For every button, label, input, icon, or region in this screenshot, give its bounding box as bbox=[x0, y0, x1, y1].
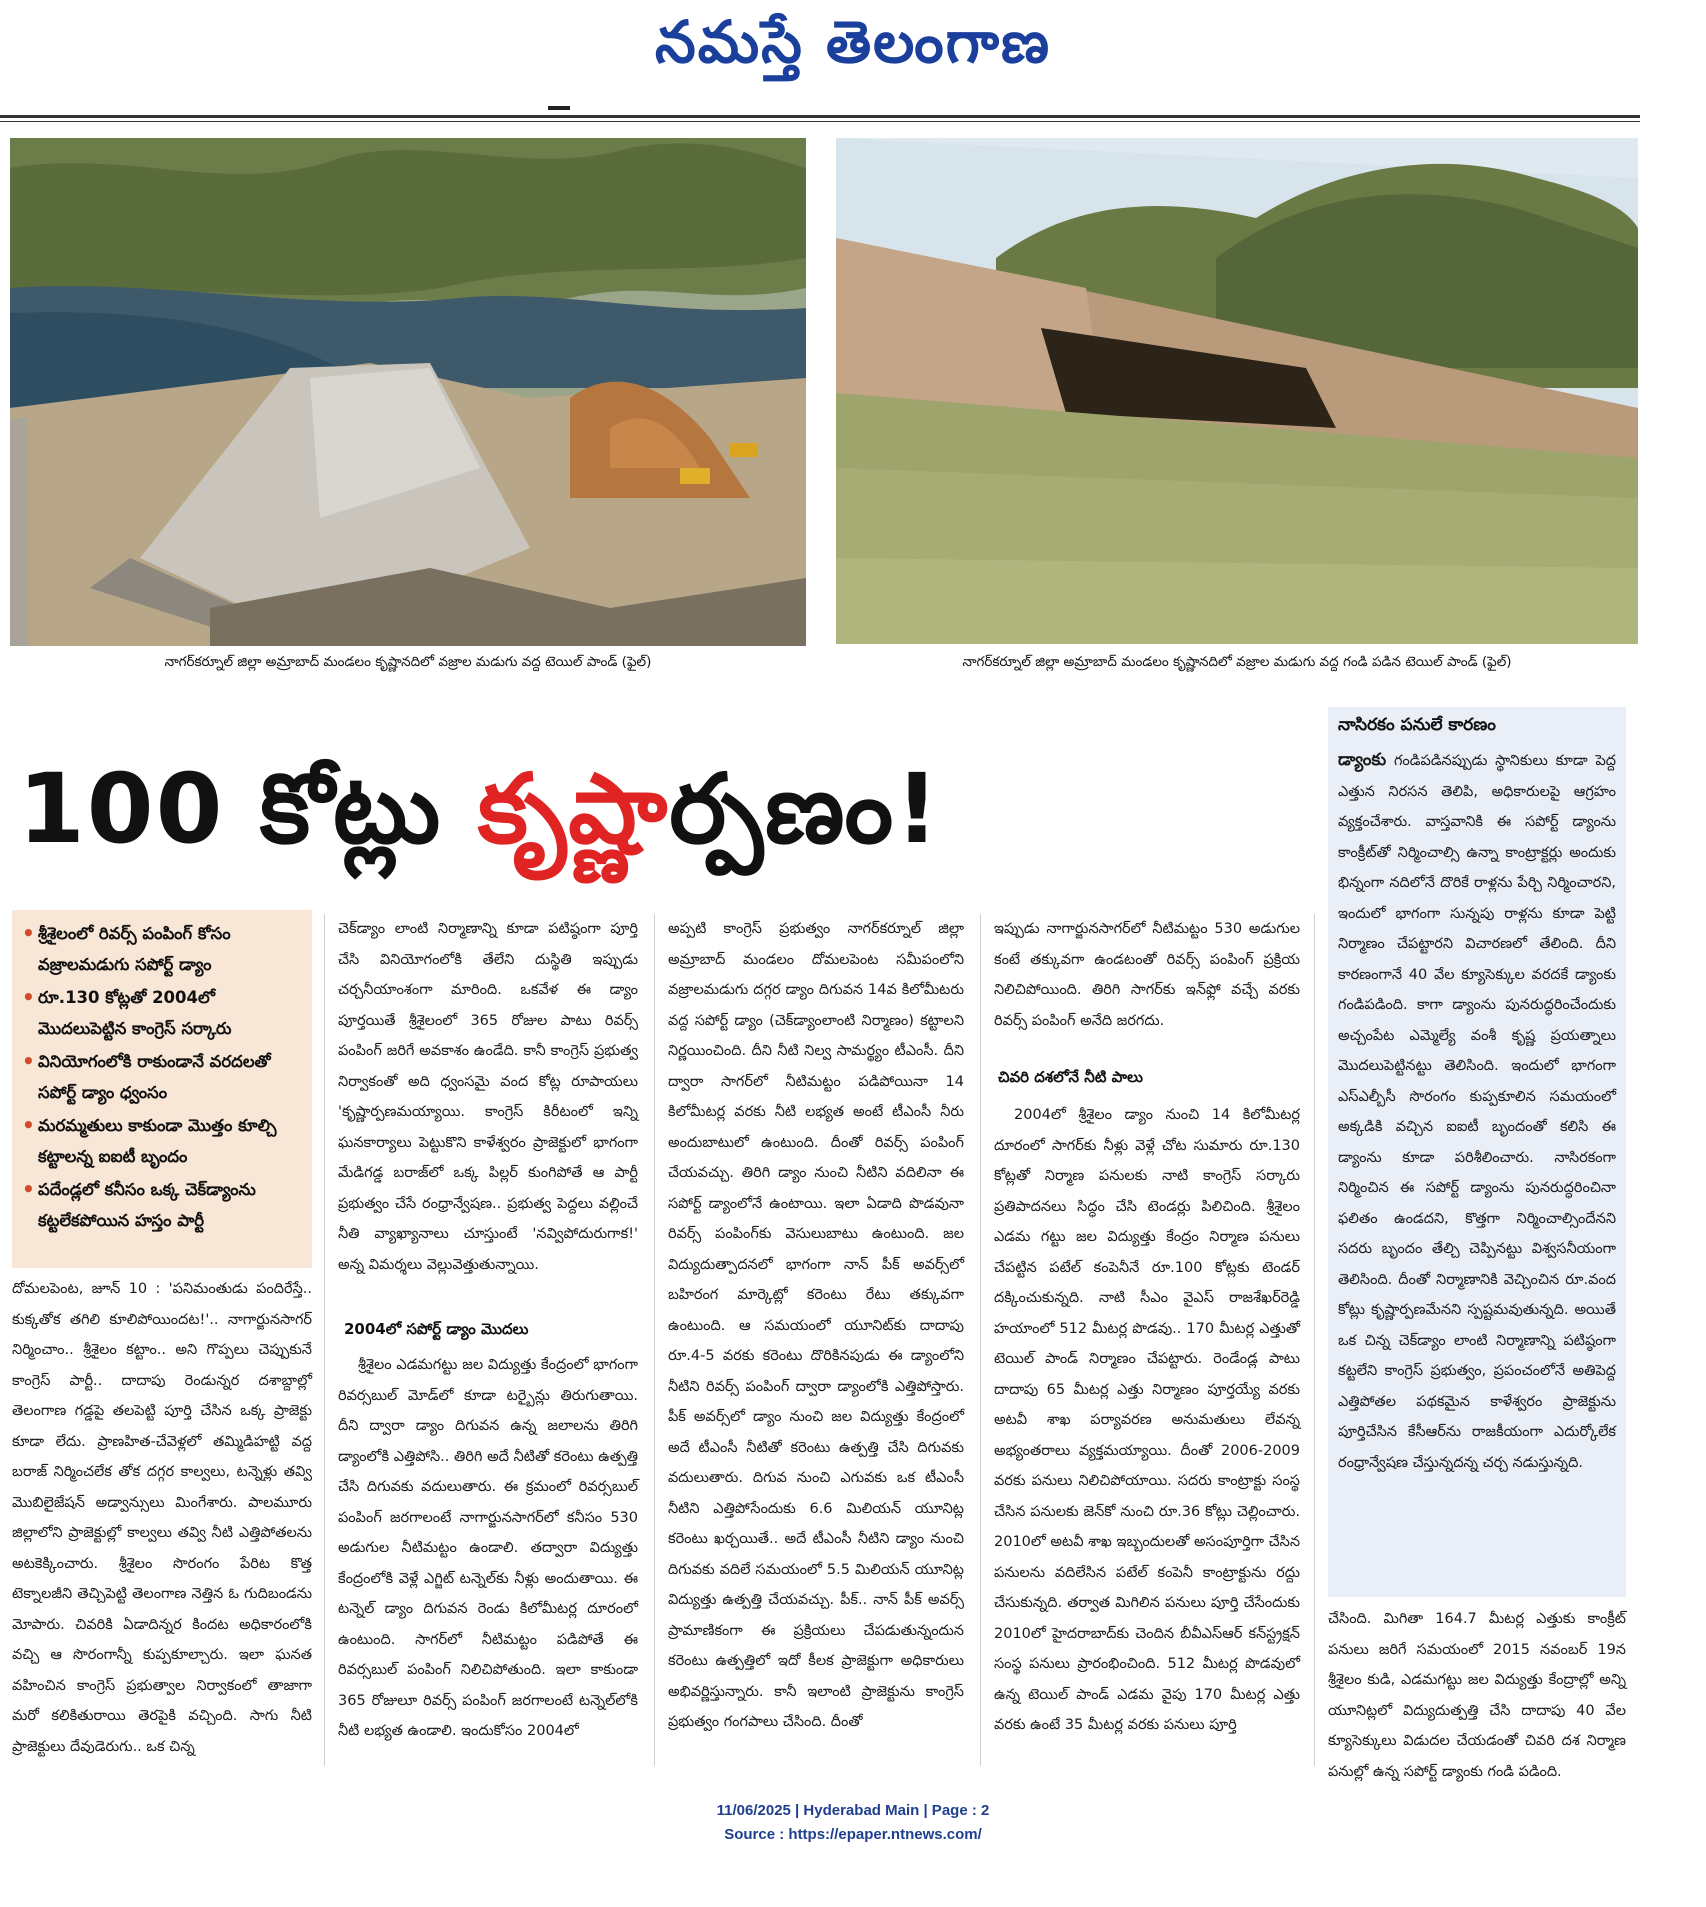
masthead-dash bbox=[548, 106, 570, 110]
masthead-rule bbox=[0, 115, 1640, 118]
masthead-rule-thin bbox=[0, 121, 1640, 122]
column-divider bbox=[324, 914, 325, 1766]
sidebar-title: నాసిరకం పనులే కారణం bbox=[1338, 715, 1496, 735]
article-column-3 bbox=[668, 914, 964, 1766]
column-divider bbox=[654, 914, 655, 1766]
footer-source: Source : https://epaper.ntnews.com/ bbox=[724, 1826, 982, 1843]
photo-tail-pond-construction bbox=[10, 138, 806, 646]
newspaper-title: నమస్తే తెలంగాణ bbox=[655, 8, 1051, 76]
article-paragraph: దోమలపెంట, జూన్ 10 : 'పనిమంతుడు పందిరేస్తే.. కుక్కతోక తగిలి కూలిపోయిందట!'.. నాగార్జునసాగర్ నిర్మించాం.. శ్రీశైలం కట్టాం.. అని గొప్పలు చెప్పుకునే కాంగ్రెస్ పార్టీ.. దాదాపు రెండున్నర దశాబ్దాల్లో తెలంగాణ గడ్డపై తలపెట్టి పూర్తి చేసిన ఒక్క ప్రాజెక్టు కూడా లేదు. ప్రాణహిత-చేవెళ్లలో తమ్మిడిహట్టి వద్ద బరాజ్ నిర్మించలేక తోక దగ్గర కాల్వలు, టన్నెళ్లు తవ్వి మొబిలైజేషన్ అడ్వాన్సులు మింగేశారు. పాలమూరు జిల్లాలోని ప్రాజెక్టుల్లో కాల్వలు తవ్వి నీటి ఎత్తిపోతలను అటకెక్కించారు. శ్రీశైలం సొరంగం పేరిట కొత్త టెక్నాలజీని తెచ్చిపెట్టి తెలంగాణ నెత్తిన ఓ గుదిబండను మోపారు. చివరికి ఏడాదిన్నర కిందట అధికారంలోకి వచ్చి ఆ సొరంగాన్నీ కుప్పకూల్చారు. ఇలా ఘనత వహించిన కాంగ్రెస్ ప్రభుత్వాల నిర్వాకంలో తాజాగా మరో కలికితురాయి తెరపైకి వచ్చింది. సాగు నీటి ప్రాజెక్టులు దేవుడెరుగు.. ఒక చిన్న bbox=[12, 1281, 312, 1755]
photo-breached-tail-pond bbox=[836, 138, 1638, 644]
article-column-1 bbox=[12, 1274, 312, 1766]
column-divider bbox=[980, 914, 981, 1766]
sidebar-text bbox=[1338, 745, 1616, 1478]
article-paragraph: ఇప్పుడు నాగార్జునసాగర్‌లో నీటిమట్టం 530 అడుగుల కంటే తక్కువగా ఉండటంతో రివర్స్ పంపింగ్ ప్రక్రియ నిలిచిపోయింది. తిరిగి సాగర్‌కు ఇన్‌ఫ్లో వచ్చే వరకు రివర్స్ పంపింగ్ అనేది జరగదు. bbox=[994, 921, 1300, 1029]
highlight-item: • పదేండ్లలో కనీసం ఒక్క చెక్‌డ్యాంను కట్టలేకపోయిన హస్తం పార్టీ bbox=[22, 1174, 306, 1236]
masthead bbox=[0, 0, 1706, 120]
sidebar-lead: డ్యాంకు bbox=[1338, 750, 1387, 770]
headline-part2: కృష్ణా bbox=[477, 753, 670, 865]
footer-date-edition: 11/06/2025 | Hyderabad Main | Page : 2 bbox=[716, 1802, 990, 1819]
article-column-5 bbox=[1328, 1604, 1626, 1780]
article-paragraph: శ్రీశైలం ఎడమగట్టు జల విద్యుత్తు కేంద్రంలో భాగంగా రివర్సబుల్ మోడ్‌లో కూడా టర్బైన్లు తిరుగుతాయి. దీని ద్వారా డ్యాం దిగువన ఉన్న జలాలను తిరిగి డ్యాంలోకి ఎత్తిపోసి.. తిరిగి అదే నీటితో కరెంటు ఉత్పత్తి చేసి దిగువకు వదులుతారు. ఈ క్రమంలో రివర్సబుల్ పంపింగ్ జరగాలంటే నాగార్జునసాగర్‌లో కనీసం 530 అడుగుల నీటిమట్టం ఉండాలి. తద్వారా విద్యుత్తు కేంద్రంలోకి వెళ్లే ఎగ్జిట్ టన్నెల్‌కు నీళ్లు అందుతాయి. ఈ టన్నెల్ డ్యాం దిగువన రెండు కిలోమీటర్ల దూరంలో ఉంటుంది. సాగర్‌లో నీటిమట్టం పడిపోతే ఈ రివర్సబుల్ పంపింగ్ నిలిచిపోతుంది. ఇలా కాకుండా 365 రోజులూ రివర్స్ పంపింగ్ జరగాలంటే టన్నెల్‌లోకి నీటి లభ్యత ఉండాలి. ఇందుకోసం 2004లో bbox=[338, 1357, 638, 1739]
subheading-2004: 2004లో సపోర్ట్ డ్యాం మొదలు bbox=[344, 1320, 529, 1338]
column-divider bbox=[1314, 914, 1315, 1766]
article-paragraph: చెక్‌డ్యాం లాంటి నిర్మాణాన్ని కూడా పటిష్ఠంగా పూర్తి చేసి వినియోగంలోకి తేలేని దుస్థితి ఇప్పుడు చర్చనీయాంశంగా మారింది. ఒకవేళ ఈ డ్యాం పూర్తయితే శ్రీశైలంలో 365 రోజుల పాటు రివర్స్ పంపింగ్ జరిగే అవకాశం ఉండేది. కానీ కాంగ్రెస్ ప్రభుత్వ నిర్వాకంతో అది ధ్వంసమై వంద కోట్ల రూపాయలు 'కృష్ణార్పణమయ్యాయి. కాంగ్రెస్ కిరీటంలో ఇన్ని ఘనకార్యాలు పెట్టుకొని కాళేశ్వరం ప్రాజెక్టులో భాగంగా మేడిగడ్డ బరాజ్‌లో ఒక్క పిల్లర్ కుంగిపోతే ఆ పార్టీ ప్రభుత్వం చేసే రంధ్రాన్వేషణ.. ప్రభుత్వ పెద్దలు వల్లించే నీతి వ్యాఖ్యానాలు చూస్తుంటే 'నవ్విపోదురుగాక!' అన్న విమర్శలు వెల్లువెత్తుతున్నాయి. bbox=[338, 921, 638, 1273]
sidebar-box bbox=[1328, 707, 1626, 1597]
highlight-item: • శ్రీశైలంలో రివర్స్ పంపింగ్ కోసం వజ్రాలమడుగు సపోర్ట్ డ్యాం bbox=[22, 918, 306, 980]
article-column-2b bbox=[338, 1350, 638, 1766]
highlights-box bbox=[12, 910, 312, 1268]
highlight-item: • వినియోగంలోకి రాకుండానే వరదలతో సపోర్ట్ డ్యాం ధ్వంసం bbox=[22, 1046, 306, 1108]
article-paragraph: అప్పటి కాంగ్రెస్ ప్రభుత్వం నాగర్‌కర్నూల్ జిల్లా అమ్రాబాద్ మండలం దోమలపెంట సమీపంలోని వజ్రాలమడుగు దగ్గర డ్యాం దిగువన 14వ కిలోమీటరు వద్ద సపోర్ట్ డ్యాం (చెక్‌డ్యాంలాంటి నిర్మాణం) కట్టాలని నిర్ణయించింది. దీని నీటి నిల్వ సామర్థ్యం టీఎంసీ. దీని ద్వారా సాగర్‌లో నీటిమట్టం పడిపోయినా 14 కిలోమీటర్ల వరకు నీటి లభ్యత అంటే టీఎంసీ నీరు అందుబాటులో ఉంటుంది. దీంతో రివర్స్ పంపింగ్ చేయవచ్చు. తిరిగి డ్యాం నుంచి నీటిని వదిలినా ఈ సపోర్ట్ డ్యాంలోనే ఉంటాయి. ఇలా ఏడాది పొడవునా రివర్స్ పంపింగ్‌కు వెసులుబాటు ఉంటుంది. జల విద్యుదుత్పాదనలో భాగంగా నాన్ పీక్ అవర్స్‌లో బహిరంగ మార్కెట్లో కరెంటు రేటు తక్కువగా ఉంటుంది. ఆ సమయంలో యూనిట్‌కు దాదాపు రూ.4-5 వరకు కరెంటు దొరికినపుడు ఈ డ్యాంలోని నీటిని రివర్స్ పంపింగ్ ద్వారా డ్యాంలోకి ఎత్తిపోస్తారు. పీక్ అవర్స్‌లో డ్యాం నుంచి జల విద్యుత్తు కేంద్రంలో అదే టీఎంసీ నీటితో కరెంటు ఉత్పత్తి చేసి దిగువకు వదులుతారు. దిగువ నుంచి ఎగువకు ఒక టీఎంసీ నీటిని ఎత్తిపోసేందుకు 6.6 మిలియన్ యూనిట్ల కరెంటు ఖర్చయితే.. అదే టీఎంసీ నీటిని డ్యాం నుంచి దిగువకు వదిలే సమయంలో 5.5 మిలియన్ యూనిట్ల విద్యుత్తు ఉత్పత్తి చేయవచ్చు. పీక్.. నాన్ పీక్ అవర్స్ ప్రామాణికంగా ఈ ప్రక్రియలు చేపడుతున్నందున కరెంటు ఉత్పత్తిలో ఇదో కీలక ప్రాజెక్టుగా అధికారులు అభివర్ణిస్తున్నారు. కానీ ఇలాంటి ప్రాజెక్టును కాంగ్రెస్ ప్రభుత్వం గంగపాలు చేసింది. దీంతో bbox=[668, 921, 964, 1730]
photo-caption-right: నాగర్‌కర్నూల్ జిల్లా అమ్రాబాద్ మండలం కృష్ణానదిలో వజ్రాల మడుగు వద్ద గండి పడిన టెయిల్ పాండ్ (ఫైల్) bbox=[962, 654, 1512, 670]
highlight-item: • రూ.130 కోట్లతో 2004లో మొదలుపెట్టిన కాంగ్రెస్ సర్కారు bbox=[22, 982, 306, 1044]
article-column-4b bbox=[994, 1100, 1300, 1766]
headline-part3: ర్పణం! bbox=[669, 753, 941, 865]
article-column-4a bbox=[994, 914, 1300, 1050]
headline-part1: 100 కోట్లు bbox=[18, 753, 478, 865]
subheading-final-stage: చివరి దశలోనే నీటి పాలు bbox=[998, 1068, 1143, 1086]
article-paragraph: చేసింది. మిగితా 164.7 మీటర్ల ఎత్తుకు కాంక్రీట్ పనులు జరిగే సమయంలో 2015 నవంబర్ 19న శ్రీశైలం కుడి, ఎడమగట్టు జల విద్యుత్తు కేంద్రాల్లో అన్ని యూనిట్లలో విద్యుదుత్పత్తి చేసి దాదాపు 40 వేల క్యూసెక్కులు విడుదల చేయడంతో చివరి దశ నిర్మాణ పనుల్లో ఉన్న సపోర్ట్ డ్యాంకు గండి పడింది. bbox=[1328, 1611, 1626, 1780]
article-column-2a bbox=[338, 914, 638, 1314]
highlight-item: • మరమ్మతులు కాకుండా మొత్తం కూల్చి కట్టాలన్న ఐఐటీ బృందం bbox=[22, 1110, 306, 1172]
headline bbox=[18, 744, 1328, 874]
photo-caption-left: నాగర్‌కర్నూల్ జిల్లా అమ్రాబాద్ మండలం కృష్ణానదిలో వజ్రాల మడుగు వద్ద టెయిల్ పాండ్ (ఫైల్) bbox=[164, 654, 652, 670]
sidebar-body: గండిపడినప్పుడు స్థానికులు కూడా పెద్ద ఎత్తున నిరసన తెలిపి, అధికారులపై ఆగ్రహం వ్యక్తంచేశారు. వాస్తవానికి ఈ సపోర్ట్ డ్యాంను కాంక్రీట్‌తో నిర్మించాల్సి ఉన్నా కాంట్రాక్టర్లు అందుకు భిన్నంగా నదిలోనే దొరికే రాళ్లను పేర్చి నిర్మించారని, ఇందులో భాగంగా సున్నపు రాళ్లను కూడా పెట్టి నిర్మాణం చేపట్టారని విచారణలో తేలింది. దీని కారణంగానే 40 వేల క్యూసెక్కుల వరదకే డ్యాంకు గండిపడింది. కాగా డ్యాంను పునరుద్ధరించేందుకు అచ్చంపేట ఎమ్మెల్యే వంశీ కృష్ణ ప్రయత్నాలు మొదలుపెట్టినట్టు తెలిసింది. ఇందులో భాగంగా ఎస్ఎల్బీసీ సొరంగం కుప్పకూలిన సమయంలో అక్కడికి వచ్చిన ఐఐటీ బృందంతో కలిసి ఈ డ్యాంను కూడా పరిశీలించారు. నాసిరకంగా నిర్మించిన ఈ సపోర్ట్ డ్యాంను పునరుద్ధరించినా ఫలితం ఉండదని, కొత్తగా నిర్మించాల్సిందేనని సదరు బృందం తేల్చి చెప్పినట్టు విశ్వసనీయంగా తెలిసింది. దీంతో నిర్మాణానికి వెచ్చించిన రూ.వంద కోట్లు కృష్ణార్పణమేనని స్పష్టమవుతున్నది. అయితే ఒక చిన్న చెక్‌డ్యాం లాంటి నిర్మాణాన్ని పటిష్ఠంగా కట్టలేని కాంగ్రెస్ ప్రభుత్వం, ప్రపంచంలోనే అతిపెద్ద ఎత్తిపోతల పథకమైన కాళేశ్వరం ప్రాజెక్టును పూర్తిచేసిన కేసీఆర్‌ను రాజకీయంగా ఎదుర్కోలేక రంధ్రాన్వేషణ చేస్తున్నదన్న చర్చ నడుస్తున్నది. bbox=[1338, 753, 1616, 1471]
article-paragraph: 2004లో శ్రీశైలం డ్యాం నుంచి 14 కిలోమీటర్ల దూరంలో సాగర్‌కు నీళ్లు వెళ్లే చోట సుమారు రూ.130 కోట్లతో నిర్మాణ పనులకు నాటి కాంగ్రెస్ సర్కారు ప్రతిపాదనలు సిద్ధం చేసి టెండర్లు పిలిచింది. శ్రీశైలం ఎడమ గట్టు జల విద్యుత్తు కేంద్రం నిర్మాణ పనులు చేపట్టిన పటేల్ కంపెనీనే రూ.100 కోట్లకు టెండర్ దక్కించుకున్నది. నాటి సీఎం వైఎస్ రాజశేఖర్‌రెడ్డి హయాంలో 512 మీటర్ల పొడవు.. 170 మీటర్ల ఎత్తుతో టెయిల్ పాండ్ నిర్మాణం చేపట్టారు. రెండేండ్ల పాటు దాదాపు 65 మీటర్ల ఎత్తు నిర్మాణం పూర్తయ్యే వరకు అటవీ శాఖ పర్యావరణ అనుమతులు లేవన్న అభ్యంతరాలు వ్యక్తమయ్యాయి. దీంతో 2006-2009 వరకు పనులు నిలిచిపోయాయి. సదరు కాంట్రాక్టు సంస్థ చేసిన పనులకు జెన్‌కో నుంచి రూ.36 కోట్లు చెల్లించారు. 2010లో అటవీ శాఖ ఇబ్బందులతో అసంపూర్తిగా చేసిన పనులను వదిలేసిన పటేల్ కంపెనీ కాంట్రాక్టును రద్దు చేసుకున్నది. తర్వాత మిగిలిన పనులు పూర్తి చేసేందుకు 2010లో హైదరాబాద్‌కు చెందిన బీవీఎస్ఆర్ కన్‌స్ట్రక్షన్ సంస్థ పనులు ప్రారంభించింది. 512 మీటర్ల పొడవులో ఉన్న టెయిల్ పాండ్ ఎడమ వైపు 170 మీటర్ల ఎత్తు వరకు ఉంటే 35 మీటర్ల వరకు పనులు పూర్తి bbox=[994, 1107, 1301, 1733]
